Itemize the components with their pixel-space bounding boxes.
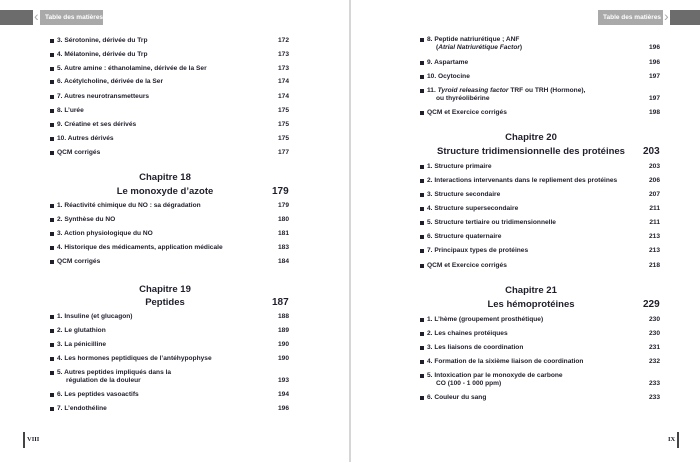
toc-entry[interactable] [420,59,660,67]
entry-label-line2 [427,44,522,51]
toc-entry[interactable] [50,93,289,101]
bullet-icon [420,165,424,169]
toc-entry[interactable] [420,344,660,352]
bullet-icon [50,343,54,347]
toc-entry[interactable] [420,358,660,366]
bullet-icon [50,80,54,84]
entry-label [427,36,522,52]
entry-label [57,327,106,335]
bullet-icon [420,89,424,93]
bullet-icon [420,264,424,268]
bullet-icon [420,318,424,322]
chapter-page-number: 229 [643,299,660,310]
bullet-icon [420,75,424,79]
entry-page-number: 194 [277,391,289,398]
chapter-title[interactable]: Les hémoprotéines [487,299,575,310]
entry-label [57,93,149,101]
entry-page-number: 213 [648,233,660,240]
entry-text: 6. Acétylcholine, dérivée de la Ser [57,78,164,85]
toc-entry[interactable] [50,51,289,59]
entry-label [57,341,106,349]
bullet-icon [50,218,54,222]
entry-label [57,216,115,224]
bullet-icon [50,260,54,264]
bullet-icon [50,357,54,361]
toc-entry[interactable] [50,355,289,363]
entry-text: 6. Structure quaternaire [427,233,502,240]
entry-text: ) [519,44,523,51]
entry-text: 9. Créatine et ses dérivés [57,121,137,128]
bullet-icon [420,346,424,350]
entry-page-number: 193 [277,377,289,384]
bullet-icon [50,232,54,236]
entry-page-number: 203 [648,163,660,170]
entry-text: 1. Réactivité chimique du NO : sa dégradation [57,202,201,209]
entry-text: 5. Intoxication par le monoxyde de carbone [427,372,563,379]
header-notch-icon: › [664,8,669,24]
toc-entry[interactable] [420,163,660,171]
toc-entry[interactable] [50,244,289,252]
entry-page-number: 198 [648,109,660,116]
bullet-icon [420,374,424,378]
toc-entry[interactable] [420,191,660,199]
entry-label [427,247,528,255]
entry-page-number: 180 [277,216,289,223]
entry-text: 4. Mélatonine, dérivée du Trp [57,51,148,58]
toc-entry[interactable] [420,205,660,213]
bullet-icon [420,179,424,183]
toc-entry[interactable] [50,405,289,413]
running-header: Table des matières [598,10,663,25]
entry-page-number: 196 [648,59,660,66]
entry-text: 5. Autres peptides impliqués dans la [57,369,172,376]
entry-page-number: 211 [649,219,660,226]
toc-entry[interactable] [50,65,289,73]
toc-entry[interactable] [50,341,289,349]
entry-label [57,65,207,73]
bullet-icon [50,123,54,127]
bullet-icon [420,235,424,239]
entry-label [57,202,201,210]
entry-label [427,177,617,185]
entry-label [427,205,518,213]
entry-text: 11. [427,87,438,94]
bullet-icon [50,315,54,319]
entry-text: 4. Formation de la sixième liaison de coordination [427,358,584,365]
entry-text: 3. La pénicilline [57,341,107,348]
entry-text: Tyroid releasing factor [437,87,509,94]
toc-entry[interactable] [50,369,289,385]
toc-entry[interactable] [50,202,289,210]
entry-label [57,391,139,399]
bullet-icon [420,111,424,115]
bullet-icon [50,67,54,71]
entry-text: 4. Historique des médicaments, application médicale [57,244,223,251]
entry-page-number: 173 [277,51,289,58]
toc-entry[interactable] [50,121,289,129]
bullet-icon [50,246,54,250]
toc-entry[interactable] [50,149,289,157]
entry-text: TRF ou TRH (Hormone), [508,87,586,94]
chapter-number: Chapitre 21 [505,285,557,296]
entry-label [57,355,212,363]
right-page [350,0,700,462]
chapter-title[interactable]: Le monoxyde d’azote [116,186,214,197]
entry-label [427,394,486,402]
entry-label-line2: régulation de la douleur [66,377,141,384]
entry-label [57,51,148,59]
entry-page-number: 174 [277,78,289,85]
bullet-icon [420,61,424,65]
entry-text: 5. Autre amine : éthanolamine, dérivée de la Ser [57,65,207,72]
entry-text: 7. L’endothéline [57,405,107,412]
entry-page-number: 207 [648,191,660,198]
page-number: IX [668,436,676,443]
entry-text: 2. Synthèse du NO [57,216,116,223]
entry-page-number: 196 [648,44,660,51]
entry-page-number: 181 [277,230,289,237]
toc-entry[interactable] [420,219,660,227]
entry-label [427,163,492,171]
toc-entry[interactable] [50,258,289,266]
entry-text: 8. L’urée [57,107,84,114]
entry-page-number: 230 [648,316,660,323]
entry-text: 10. Autres dérivés [57,135,114,142]
entry-label [57,230,153,238]
entry-label [427,262,507,270]
entry-page-number: 190 [277,341,289,348]
entry-label [427,87,585,103]
bullet-icon [420,249,424,253]
bullet-icon [50,39,54,43]
entry-text: 2. Les chaines protéiques [427,330,508,337]
entry-page-number: 233 [648,380,660,387]
entry-label [427,330,508,338]
entry-label [57,121,136,129]
bullet-icon [420,38,424,42]
entry-page-number: 197 [648,73,660,80]
toc-entry[interactable] [420,394,660,402]
toc-entry[interactable] [420,233,660,241]
bullet-icon [50,109,54,113]
entry-text: QCM corrigés [57,149,101,156]
entry-text: 2. Le glutathion [57,327,106,334]
toc-entry[interactable] [50,327,289,335]
toc-entry[interactable] [420,73,660,81]
entry-text: 6. Les peptides vasoactifs [57,391,139,398]
toc-entry[interactable] [420,330,660,338]
entry-label [427,316,543,324]
chapter-title[interactable]: Peptides [145,297,185,308]
entry-label [57,107,84,115]
entry-text: 1. Insuline (et glucagon) [57,313,133,320]
entry-page-number: 175 [277,135,289,142]
entry-text: QCM et Exercice corrigés [427,109,507,116]
bullet-icon [420,221,424,225]
entry-text: 4. Structure supersecondaire [427,205,519,212]
entry-label [57,405,107,413]
entry-label [57,369,171,385]
entry-label [427,344,523,352]
entry-label [427,59,468,67]
header-bar [670,10,700,25]
bullet-icon [420,360,424,364]
toc-entry[interactable] [420,87,660,103]
toc-entry[interactable] [420,177,660,185]
toc-entry[interactable] [420,316,660,324]
entry-page-number: 172 [277,37,289,44]
entry-label [57,244,223,252]
toc-entry[interactable] [50,313,289,321]
entry-page-number: 175 [277,121,289,128]
bullet-icon [50,407,54,411]
folio-bar [677,432,679,448]
toc-entry[interactable] [420,247,660,255]
entry-text: 3. Les liaisons de coordination [427,344,524,351]
entry-text: 2. Interactions intervenants dans le repliement des protéines [427,177,618,184]
running-header: Table des matières [40,10,103,25]
entry-label [427,73,470,81]
entry-page-number: 174 [277,93,289,100]
entry-label [57,37,148,45]
page-number: VIII [27,436,40,443]
entry-page-number: 175 [277,107,289,114]
entry-text: 3. Structure secondaire [427,191,501,198]
bullet-icon [50,393,54,397]
entry-page-number: 232 [648,358,660,365]
toc-entry[interactable] [50,135,289,143]
entry-page-number: 197 [648,95,660,102]
entry-text: QCM et Exercice corrigés [427,262,507,269]
entry-label [427,109,507,117]
entry-page-number: 196 [277,405,289,412]
entry-page-number: 190 [277,355,289,362]
toc-entry[interactable] [420,372,660,388]
bullet-icon [420,396,424,400]
entry-label [427,358,583,366]
bullet-icon [50,329,54,333]
toc-entry[interactable] [420,109,660,117]
entry-label [427,372,563,388]
entry-text: ( [436,44,439,51]
entry-text: 7. Principaux types de protéines [427,247,529,254]
toc-entry[interactable] [50,78,289,86]
chapter-page-number: 187 [272,297,289,308]
header-notch-icon: ‹ [34,8,39,24]
header-bar [0,10,33,25]
entry-page-number: 173 [277,65,289,72]
entry-page-number: 177 [277,149,289,156]
toc-entry[interactable] [50,391,289,399]
bullet-icon [50,137,54,141]
bullet-icon [50,53,54,57]
entry-text: 5. Structure tertiaire ou tridimensionnelle [427,219,556,226]
entry-text: 7. Autres neurotransmetteurs [57,93,150,100]
chapter-number: Chapitre 20 [505,132,557,143]
toc-entry[interactable] [50,37,289,45]
entry-text: 9. Aspartame [427,59,469,66]
bullet-icon [50,371,54,375]
entry-page-number: 179 [277,202,289,209]
entry-page-number: 183 [277,244,289,251]
entry-label [57,258,100,266]
entry-label [57,135,114,143]
bullet-icon [50,95,54,99]
entry-page-number: 218 [648,262,660,269]
toc-entry[interactable] [50,216,289,224]
entry-label [427,233,501,241]
entry-page-number: 184 [277,258,289,265]
entry-label [57,78,163,86]
toc-entry[interactable] [420,36,660,52]
entry-label [427,191,500,199]
entry-label-line2: ou thyréolibérine [436,95,490,102]
bullet-icon [50,204,54,208]
chapter-title[interactable]: Structure tridimensionnelle des protéines [437,146,625,157]
entry-text: 1. L’hème (groupement prosthétique) [427,316,544,323]
entry-page-number: 206 [648,177,660,184]
entry-label-line2: CO (100 - 1 000 ppm) [436,380,502,387]
entry-text: 3. Action physiologique du NO [57,230,153,237]
entry-label [57,313,132,321]
chapter-number: Chapitre 19 [139,284,191,295]
entry-label [57,149,100,157]
entry-text: 4. Les hormones peptidiques de l’antéhypophyse [57,355,212,362]
bullet-icon [420,193,424,197]
folio-bar [23,432,25,448]
entry-page-number: 230 [648,330,660,337]
entry-text: 10. Ocytocine [427,73,470,80]
toc-entry[interactable] [50,107,289,115]
bullet-icon [50,151,54,155]
entry-page-number: 188 [277,313,289,320]
entry-page-number: 211 [649,205,660,212]
toc-entry[interactable] [50,230,289,238]
entry-page-number: 233 [648,394,660,401]
chapter-number: Chapitre 18 [139,172,191,183]
entry-text: 1. Structure primaire [427,163,492,170]
entry-page-number: 189 [277,327,289,334]
entry-page-number: 231 [648,344,660,351]
entry-text: 6. Couleur du sang [427,394,487,401]
entry-label [427,219,556,227]
bullet-icon [420,332,424,336]
entry-page-number: 213 [648,247,660,254]
entry-text: QCM corrigés [57,258,101,265]
bullet-icon [420,207,424,211]
entry-text: Atrial Natriurétique Factor [438,44,520,51]
toc-entry[interactable] [420,262,660,270]
chapter-page-number: 179 [272,186,289,197]
entry-text: 8. Peptide natriurétique ; ANF [427,36,520,43]
chapter-page-number: 203 [643,146,660,157]
entry-text: 3. Sérotonine, dérivée du Trp [57,37,148,44]
